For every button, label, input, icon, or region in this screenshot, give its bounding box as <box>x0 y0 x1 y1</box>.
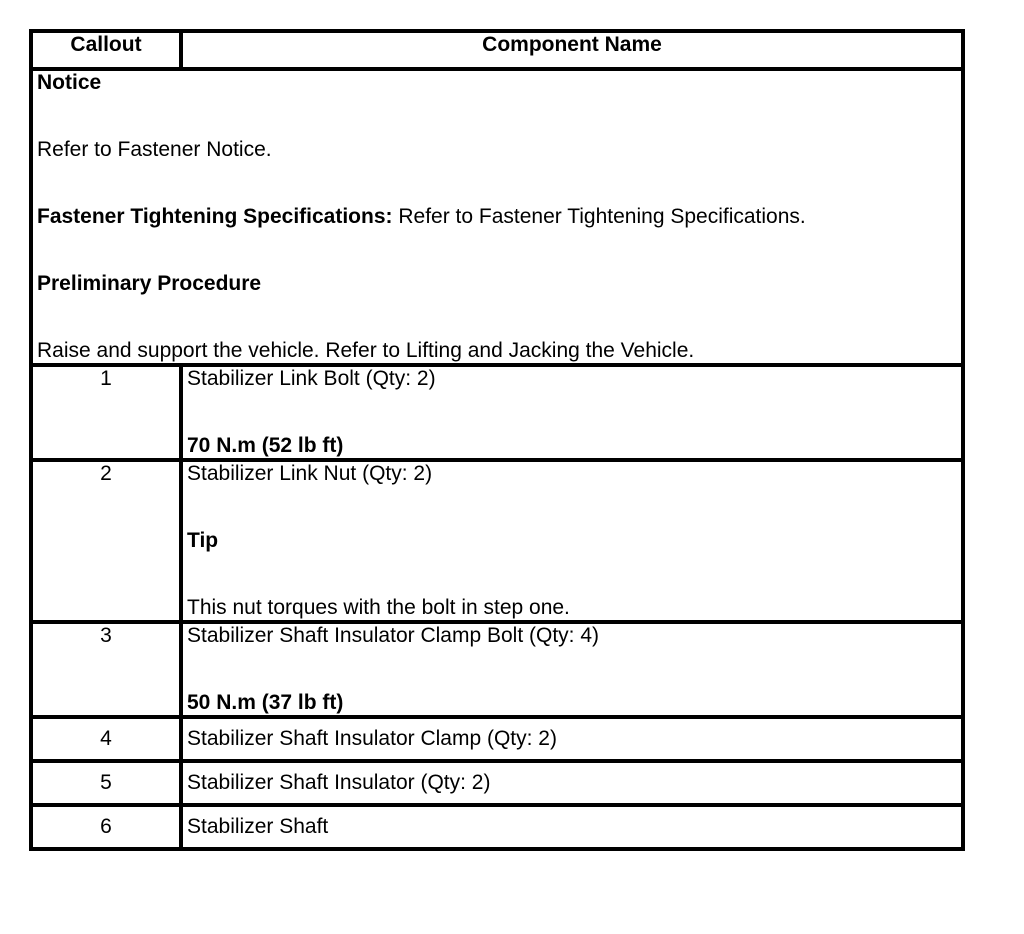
table-row <box>31 622 963 717</box>
callout-number: 5 <box>31 761 181 805</box>
procedure-text: Raise and support the vehicle. Refer to Lifting and Jacking the Vehicle. <box>37 339 695 362</box>
fastener-spec-label: Fastener Tightening Specifications: <box>37 205 393 228</box>
table-row <box>31 717 963 761</box>
component-name: Stabilizer Shaft Insulator Clamp (Qty: 2) <box>181 717 963 761</box>
table-row <box>31 365 963 460</box>
component-cell <box>181 622 963 717</box>
table-row <box>31 460 963 622</box>
notice-text: Refer to Fastener Notice. <box>37 138 272 161</box>
callout-number: 4 <box>31 717 181 761</box>
callout-number: 3 <box>31 622 181 717</box>
callout-column-header: Callout <box>31 31 181 69</box>
component-table <box>29 29 965 851</box>
torque-spec: 50 N.m (37 lb ft) <box>187 691 344 714</box>
component-name: Stabilizer Link Bolt (Qty: 2) <box>187 367 436 390</box>
callout-number: 2 <box>31 460 181 622</box>
tip-title: Tip <box>187 529 219 552</box>
component-name: Stabilizer Shaft <box>181 805 963 849</box>
callout-number: 1 <box>31 365 181 460</box>
component-name: Stabilizer Link Nut (Qty: 2) <box>187 462 433 485</box>
fastener-spec-line <box>37 205 957 229</box>
procedure-title: Preliminary Procedure <box>37 272 262 295</box>
intro-row <box>31 69 963 365</box>
table-header-row <box>31 31 963 69</box>
fastener-spec-text: Refer to Fastener Tightening Specifications. <box>392 205 806 228</box>
notice-title: Notice <box>37 71 102 94</box>
torque-spec: 70 N.m (52 lb ft) <box>187 434 344 457</box>
table-row <box>31 805 963 849</box>
tip-text: This nut torques with the bolt in step one. <box>187 596 570 619</box>
component-name: Stabilizer Shaft Insulator (Qty: 2) <box>181 761 963 805</box>
component-name: Stabilizer Shaft Insulator Clamp Bolt (Qty: 4) <box>187 624 599 647</box>
callout-number: 6 <box>31 805 181 849</box>
component-name-column-header: Component Name <box>181 31 963 69</box>
component-cell <box>181 460 963 622</box>
intro-cell <box>31 69 963 365</box>
component-cell <box>181 365 963 460</box>
table-row <box>31 761 963 805</box>
